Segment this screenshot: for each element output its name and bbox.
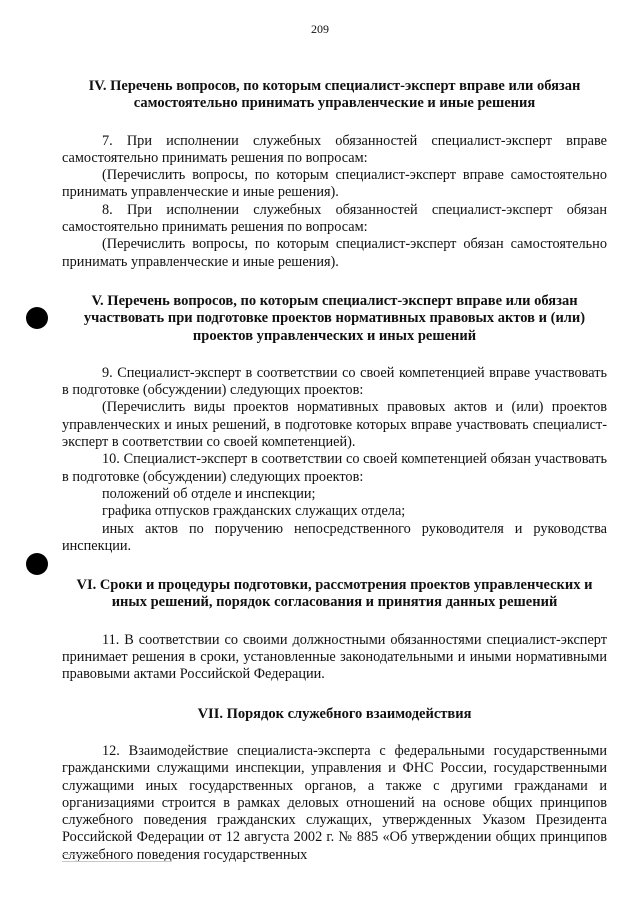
punch-hole-bottom xyxy=(26,553,48,575)
punch-hole-top xyxy=(26,307,48,329)
paragraph-10: 10. Специалист-эксперт в соответствии со своей компетенцией обязан участвовать в подготовке (обсуждении) следующих проектов: xyxy=(62,451,607,485)
section-6-heading: VI. Сроки и процедуры подготовки, рассмотрения проектов управленческих и иных решений, порядок согласования и принятия данных решений xyxy=(76,577,593,611)
paragraph-12: 12. Взаимодействие специалиста-эксперта с федеральными государственными гражданскими служащими инспекции, управления и ФНС России, государственными служащими иных государственных органов, а также с другими гражданами и организациями строится в рамках деловых отношений на основе общих принципов служебного поведения гражданских служащих, утвержденных Указом Президента Российской Федерации от 12 августа 2002 г. № 885 «Об утверждении общих принципов служебного поведения государственных xyxy=(62,742,607,863)
section-4-heading: IV. Перечень вопросов, по которым специалист-эксперт вправе или обязан самостоятельно принимать управленческие и иные решения xyxy=(88,78,581,112)
paragraph-9-note: (Перечислить виды проектов нормативных правовых актов и (или) проектов управленческих и иных решений, в подготовке которых вправе участвовать специалист-эксперт в соответствии со своей компетенцией). xyxy=(62,399,607,451)
document-body xyxy=(62,78,607,864)
paragraph-11: 11. В соответствии со своими должностными обязанностями специалист-эксперт принимает решения в сроки, установленные законодательными и иными нормативными правовыми актами Российской Федерации. xyxy=(62,631,607,683)
paragraph-8-note: (Перечислить вопросы, по которым специалист-эксперт обязан самостоятельно принимать управленческие и иные решения). xyxy=(62,236,607,270)
section-5-heading: V. Перечень вопросов, по которым специалист-эксперт вправе или обязан участвовать при подготовке проектов нормативных правовых актов и (или) проектов управленческих и иных решений xyxy=(83,292,586,344)
paragraph-10-item-1: положений об отделе и инспекции; xyxy=(102,485,316,502)
page-number: 209 xyxy=(311,22,329,36)
paragraph-9: 9. Специалист-эксперт в соответствии со своей компетенцией вправе участвовать в подготовке (обсуждении) следующих проектов: xyxy=(62,364,607,399)
faint-scan-stamp xyxy=(62,848,172,862)
paragraph-7: 7. При исполнении служебных обязанностей специалист-эксперт вправе самостоятельно принимать решения по вопросам: xyxy=(62,132,607,166)
section-7-heading: VII. Порядок служебного взаимодействия xyxy=(197,705,472,722)
paragraph-10-item-3: иных актов по поручению непосредственного руководителя и руководства инспекции. xyxy=(62,520,607,554)
paragraph-7-note: (Перечислить вопросы, по которым специалист-эксперт вправе самостоятельно принимать управленческие и иные решения). xyxy=(62,167,607,201)
paragraph-10-item-2: графика отпусков гражданских служащих отдела; xyxy=(102,503,406,520)
paragraph-8: 8. При исполнении служебных обязанностей специалист-эксперт обязан самостоятельно принимать решения по вопросам: xyxy=(62,201,607,236)
